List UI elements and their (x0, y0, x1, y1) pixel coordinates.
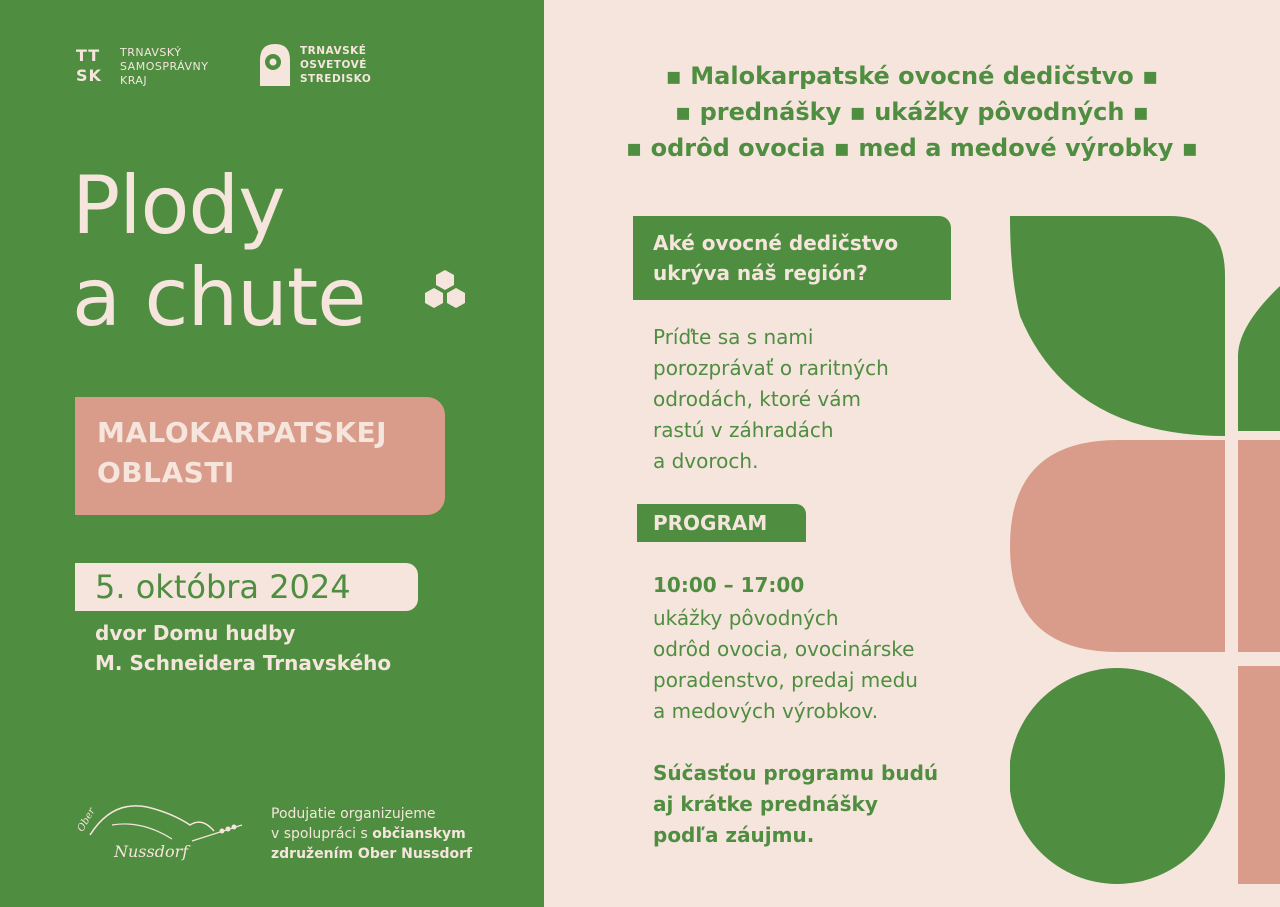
ttsk-logo (76, 46, 208, 88)
ttsk-line-3: KRAJ (120, 74, 148, 87)
title-line-2: a chute (72, 251, 366, 344)
right-panel (544, 0, 1280, 907)
keywords-line-2: ▪ prednášky ▪ ukážky pôvodných ▪ (674, 98, 1150, 126)
ttsk-logo-text (120, 46, 208, 88)
tos-line-3: STREDISKO (300, 73, 372, 85)
question-box (633, 216, 951, 300)
ober-logo-text-top: Ober (75, 806, 98, 834)
fruit-green-circle (1010, 668, 1225, 884)
organizer-line-2-bold: občianskym (372, 826, 466, 842)
fruit-pink-half-shape (1010, 440, 1225, 652)
venue-line-1: dvor Domu hudby (95, 621, 296, 645)
tos-emblem-icon (256, 40, 294, 90)
left-panel (0, 0, 544, 907)
ttsk-line-1: TRNAVSKÝ (120, 46, 182, 59)
program-desc-line-1: ukážky pôvodných (653, 606, 839, 630)
venue-line-2: M. Schneidera Trnavského (95, 651, 392, 675)
organizer-line-1: Podujatie organizujeme (271, 806, 436, 822)
ober-nussdorf-logo (72, 795, 247, 867)
tos-line-1: TRNAVSKÉ (300, 45, 367, 57)
program-note-line-1: Súčasťou programu budú (653, 761, 939, 785)
invite-text (653, 322, 973, 477)
title-line-1: Plody (72, 159, 285, 252)
tos-logo-text (300, 44, 371, 86)
program-note-line-3: podľa záujmu. (653, 823, 815, 847)
fruit-tree-decoration (1010, 216, 1280, 886)
program-note-line-2: aj krátke prednášky (653, 792, 878, 816)
tos-line-2: OSVETOVÉ (300, 59, 367, 71)
ttsk-line-2: SAMOSPRÁVNY (120, 60, 209, 73)
program-note (653, 758, 993, 851)
organizer-line-3 (271, 844, 472, 864)
organizer-line-2-prefix: v spolupráci s (271, 826, 373, 842)
invite-line-1: Príďte sa s nami (653, 325, 814, 349)
question-line-2: ukrýva náš región? (653, 261, 868, 285)
question-line-1: Aké ovocné dedičstvo (653, 231, 899, 255)
region-line-1: MALOKARPATSKEJ (97, 416, 388, 449)
event-venue (95, 618, 391, 678)
leaf-right-shape (1238, 286, 1280, 431)
invite-line-5: a dvoroch. (653, 449, 759, 473)
program-desc-line-2: odrôd ovocia, ovocinárske (653, 637, 915, 661)
program-desc-line-3: poradenstvo, predaj medu (653, 668, 918, 692)
keywords-line-3: ▪ odrôd ovocia ▪ med a medové výrobky ▪ (625, 134, 1198, 162)
ttsk-mark: TT SK (76, 46, 102, 85)
invite-line-3: odrodách, ktoré vám (653, 387, 861, 411)
event-date: 5. októbra 2024 (75, 563, 418, 611)
organizer-note (271, 804, 472, 864)
region-line-2: OBLASTI (97, 456, 235, 489)
leaf-left-shape (1010, 216, 1225, 436)
program-description (653, 603, 983, 727)
keywords (544, 58, 1280, 166)
program-desc-line-4: a medových výrobkov. (653, 699, 879, 723)
organizer-line-2 (271, 824, 472, 844)
program-time: 10:00 – 17:00 (653, 573, 805, 597)
keywords-line-1: ▪ Malokarpatské ovocné dedičstvo ▪ (665, 62, 1159, 90)
region-box (75, 397, 445, 515)
invite-line-2: porozprávať o raritných (653, 356, 889, 380)
tos-logo (256, 40, 371, 90)
pink-bar-lower (1238, 666, 1280, 884)
pink-bar-upper (1238, 440, 1280, 652)
organizer-line-3-bold: združením Ober Nussdorf (271, 846, 473, 862)
program-label: PROGRAM (637, 504, 806, 542)
ober-logo-text-bottom: Nussdorf (114, 842, 189, 861)
invite-line-4: rastú v záhradách (653, 418, 834, 442)
honeycomb-icon (420, 268, 470, 318)
